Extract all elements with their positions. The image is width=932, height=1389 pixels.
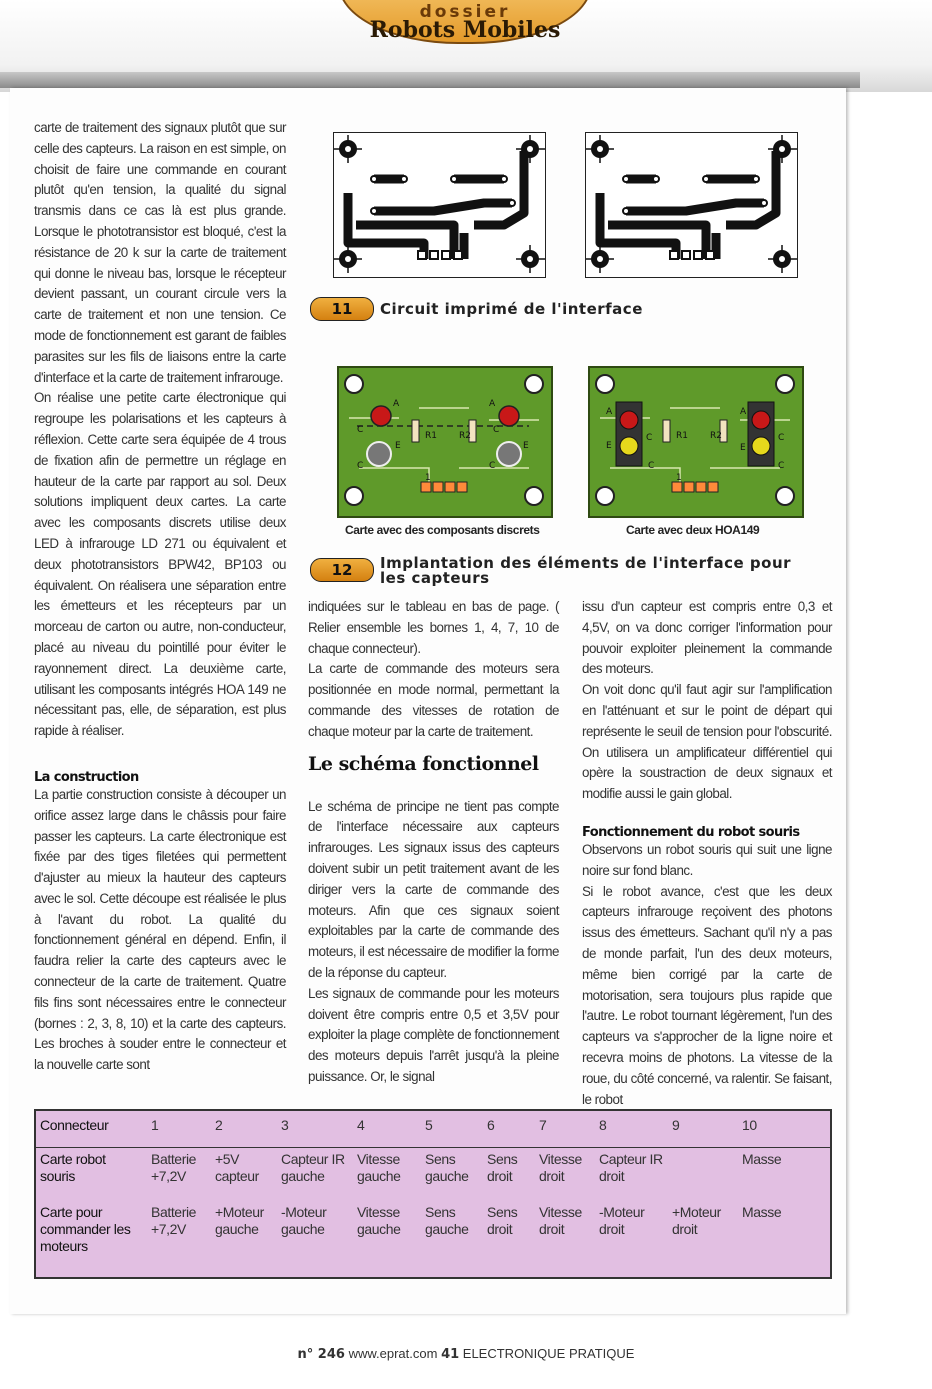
figure-number-badge: 11 xyxy=(310,297,374,321)
label-c: C xyxy=(489,461,496,471)
table-cell: -Moteur droit xyxy=(599,1204,645,1238)
label-c: C xyxy=(778,433,785,443)
label-c: C xyxy=(778,461,785,471)
figure-number-badge: 12 xyxy=(310,558,374,582)
pcb-layout-left xyxy=(333,132,546,278)
table-header-cell: 2 xyxy=(211,1110,277,1147)
heading-construction: La construction xyxy=(34,769,139,785)
table-cell: Vitesse gauche xyxy=(357,1204,401,1238)
label-r1: R1 xyxy=(676,431,688,441)
pcb-traces-svg xyxy=(334,133,545,277)
paragraph: On réalise une petite carte électronique qui regroupe les polarisations et les capteurs à réflexion. Cette carte sera équipée de 4 trous de fixation afin de permettre un réglage en hauteur de la carte par rapport au sol. Deux solutions impliquent deux cartes. La carte avec les composants discrets utilise deux LED à infrarouge LD 271 ou équivalent et deux phototransistors BPW42, BP103 ou équivalent. On réalisera une séparation entre les émetteurs et les récepteurs par un morceau de carton ou autre, non-conducteur, placé au niveau du pointillé pour éviter le rayonnement direct. La deuxième carte, utilisant les composants intégrés HOA 149 ne nécessitant pas, elle, de séparation, est plus rapide à réaliser. xyxy=(34,390,286,739)
table-header-cell: 7 xyxy=(535,1110,595,1147)
label-pin1: 1 xyxy=(676,473,682,483)
table-cell: Capteur IR gauche xyxy=(281,1150,345,1184)
table-header-cell: 5 xyxy=(421,1110,483,1147)
board-discrete-components xyxy=(337,366,553,518)
page-footer xyxy=(0,1346,932,1362)
label-c: C xyxy=(357,461,364,471)
pcb-traces-svg xyxy=(586,133,797,277)
paragraph: Si le robot avance, c'est que les deux capteurs infrarouge reçoivent des photons issus des émetteurs. Sachant qu'il n'y a pas de monde parfait, l'un des deux moteurs, même bien corrigé par la carte de motorisation, sera toujours plus rapide que l'autre. Le robot tournant légèrement, l'un des capteurs va s'approcher de la ligne noire et recevra moins de photons. La vitesse de la roue, du côté concerné, va ralentir. Se faisant, le robot xyxy=(582,883,832,1107)
table-header-cell: 8 xyxy=(595,1110,668,1147)
board-hoa149 xyxy=(588,366,804,518)
paragraph: La carte de commande des moteurs sera positionnée en mode normal, permettant la commande des vitesses de rotation de chaque moteur par la carte de traitement. xyxy=(308,661,559,739)
table-cell xyxy=(668,1147,738,1201)
text-column-2 xyxy=(308,597,559,1088)
table-cell: +Moteur gauche xyxy=(215,1204,264,1238)
table-cell: Sens droit xyxy=(487,1204,518,1238)
table-cell: Batterie +7,2V xyxy=(151,1150,197,1184)
page-number: 41 xyxy=(441,1347,460,1362)
label-a: A xyxy=(393,399,400,409)
label-e: E xyxy=(523,441,529,451)
heading-robot-souris: Fonctionnement du robot souris xyxy=(582,824,800,840)
table-cell: -Moteur gauche xyxy=(281,1204,327,1238)
paragraph: La partie construction consiste à découper un orifice assez large dans le châssis pour faire passer les capteurs. La carte électronique est fixée par des tiges filetées qui permettent d'ajuster au mieux la hauteur des capteurs avec le sol. Cette découpe est réalisée le plus à l'avant du robot. La qualité du fonctionnement général en dépend. Enfin, il faudra relier la carte des capteurs avec le connecteur de la carte de traitement. Quatre fils fins sont nécessaires entre le connecteur (bornes : 2, 3, 8, 10) et la carte des capteurs. Les broches à souder entre le connecteur et la nouvelle carte sont xyxy=(34,786,286,1073)
footer-url[interactable]: www.eprat.com xyxy=(348,1346,438,1361)
table-cell: Sens gauche xyxy=(425,1150,469,1184)
label-e: E xyxy=(395,441,401,451)
table-cell: Vitesse droit xyxy=(539,1204,582,1238)
paragraph: issu d'un capteur est compris entre 0,3 et 4,5V, on va donc corriger l'information pour pouvoir exploiter pleinement la commande des moteurs. xyxy=(582,599,832,677)
table-row-header: Carte robot souris xyxy=(40,1150,106,1184)
issue-number: n° 246 xyxy=(297,1347,345,1362)
figure-12-caption xyxy=(310,556,820,586)
paragraph: Le schéma de principe ne tient pas compte de l'interface nécessaire aux capteurs infrarouges. Les signaux issus des capteurs doivent subir un petit traitement avant de les diriger vers la carte de commande des moteurs. Afin que ces signaux soient exploitables par la carte de commande des moteurs, il est nécessaire de modifier la forme de la réponse du capteur. xyxy=(308,798,559,980)
board-hoa-svg xyxy=(590,368,802,516)
table-row xyxy=(35,1147,831,1201)
table-cell: Sens gauche xyxy=(425,1204,469,1238)
pcb-layout-right xyxy=(585,132,798,278)
table-header-cell: 6 xyxy=(483,1110,535,1147)
table-header-cell: 3 xyxy=(277,1110,353,1147)
table-cell: Masse xyxy=(742,1150,782,1167)
label-r2: R2 xyxy=(710,431,722,441)
table-cell: Vitesse droit xyxy=(539,1150,582,1184)
label-a: A xyxy=(489,399,496,409)
figure-caption-text: Implantation des éléments de l'interface pour les capteurs xyxy=(380,554,792,587)
table-cell: Capteur IR droit xyxy=(599,1150,663,1184)
label-c: C xyxy=(493,425,500,435)
board-right-caption: Carte avec deux HOA149 xyxy=(626,523,760,537)
heading-schema: Le schéma fonctionnel xyxy=(308,752,539,775)
section-header-tab xyxy=(338,0,592,44)
board-left-caption: Carte avec des composants discrets xyxy=(345,523,540,537)
label-c: C xyxy=(357,425,364,435)
label-e: E xyxy=(740,443,746,453)
magazine-name: ELECTRONIQUE PRATIQUE xyxy=(462,1346,635,1361)
figure-11-caption xyxy=(310,297,643,321)
table-cell: Masse xyxy=(742,1204,782,1221)
text-column-3 xyxy=(582,597,832,1110)
paragraph: indiquées sur le tableau en bas de page. ( Relier ensemble les bornes 1, 4, 7, 10 de chaque connecteur). xyxy=(308,599,559,656)
label-r1: R1 xyxy=(425,431,437,441)
board-discrete-svg xyxy=(339,368,551,516)
label-a: A xyxy=(606,407,613,417)
table-row-header: Carte pour commander les moteurs xyxy=(40,1204,131,1255)
table-header-cell: 4 xyxy=(353,1110,421,1147)
label-r2: R2 xyxy=(459,431,471,441)
table-header-cell: 10 xyxy=(738,1110,831,1147)
table-cell: +5V capteur xyxy=(215,1150,259,1184)
table-cell: Batterie +7,2V xyxy=(151,1204,197,1238)
table-header-cell: 9 xyxy=(668,1110,738,1147)
table-cell: Vitesse gauche xyxy=(357,1150,401,1184)
section-kicker: dossier xyxy=(419,2,511,22)
table-cell: Sens droit xyxy=(487,1150,518,1184)
page-edge-band xyxy=(0,72,860,88)
label-pin1: 1 xyxy=(425,473,431,483)
text-column-1 xyxy=(34,118,286,1076)
section-title: Robots Mobiles xyxy=(369,17,561,43)
label-c: C xyxy=(646,433,653,443)
label-a: A xyxy=(740,407,747,417)
paragraph: Observons un robot souris qui suit une ligne noire sur fond blanc. xyxy=(582,841,832,878)
table-header-cell: 1 xyxy=(147,1110,211,1147)
connector-table xyxy=(34,1109,832,1279)
table-row xyxy=(35,1201,831,1278)
figure-caption-text: Circuit imprimé de l'interface xyxy=(380,299,643,318)
paragraph: On voit donc qu'il faut agir sur l'amplification en l'atténuant et sur le point de départ qui représente le seuil de tension pour l'obscurité. On utilisera un amplificateur différentiel qui opère la soustraction de deux signaux et modifie aussi le gain global. xyxy=(582,682,832,802)
table-cell: +Moteur droit xyxy=(672,1204,721,1238)
table-header-row xyxy=(35,1110,831,1147)
label-c: C xyxy=(648,461,655,471)
table-header-cell: Connecteur xyxy=(35,1110,147,1147)
label-e: E xyxy=(606,441,612,451)
paragraph: carte de traitement des signaux plutôt que sur celle des capteurs. La raison en est simple, on choisit de faire une commande en courant plutôt qu'en tension, la qualité du signal transmis dans ce cas là est plus grande. Lorsque le phototransistor est bloqué, c'est la résistance de 20 k sur la carte de traitement qui donne le niveau bas, lorsque le récepteur devient passant, un courant circule vers la carte de traitement et non une tension. Ce mode de fonctionnement est garant de faibles parasites sur les fils de liaisons entre la carte d'interface et la carte de traitement infrarouge. xyxy=(34,120,286,385)
paragraph: Les signaux de commande pour les moteurs doivent être compris entre 0,5 et 3,5V pour exploiter la plage complète de fonctionnement des moteurs depuis l'arrêt jusqu'à la pleine puissance. Or, le signal xyxy=(308,985,559,1084)
